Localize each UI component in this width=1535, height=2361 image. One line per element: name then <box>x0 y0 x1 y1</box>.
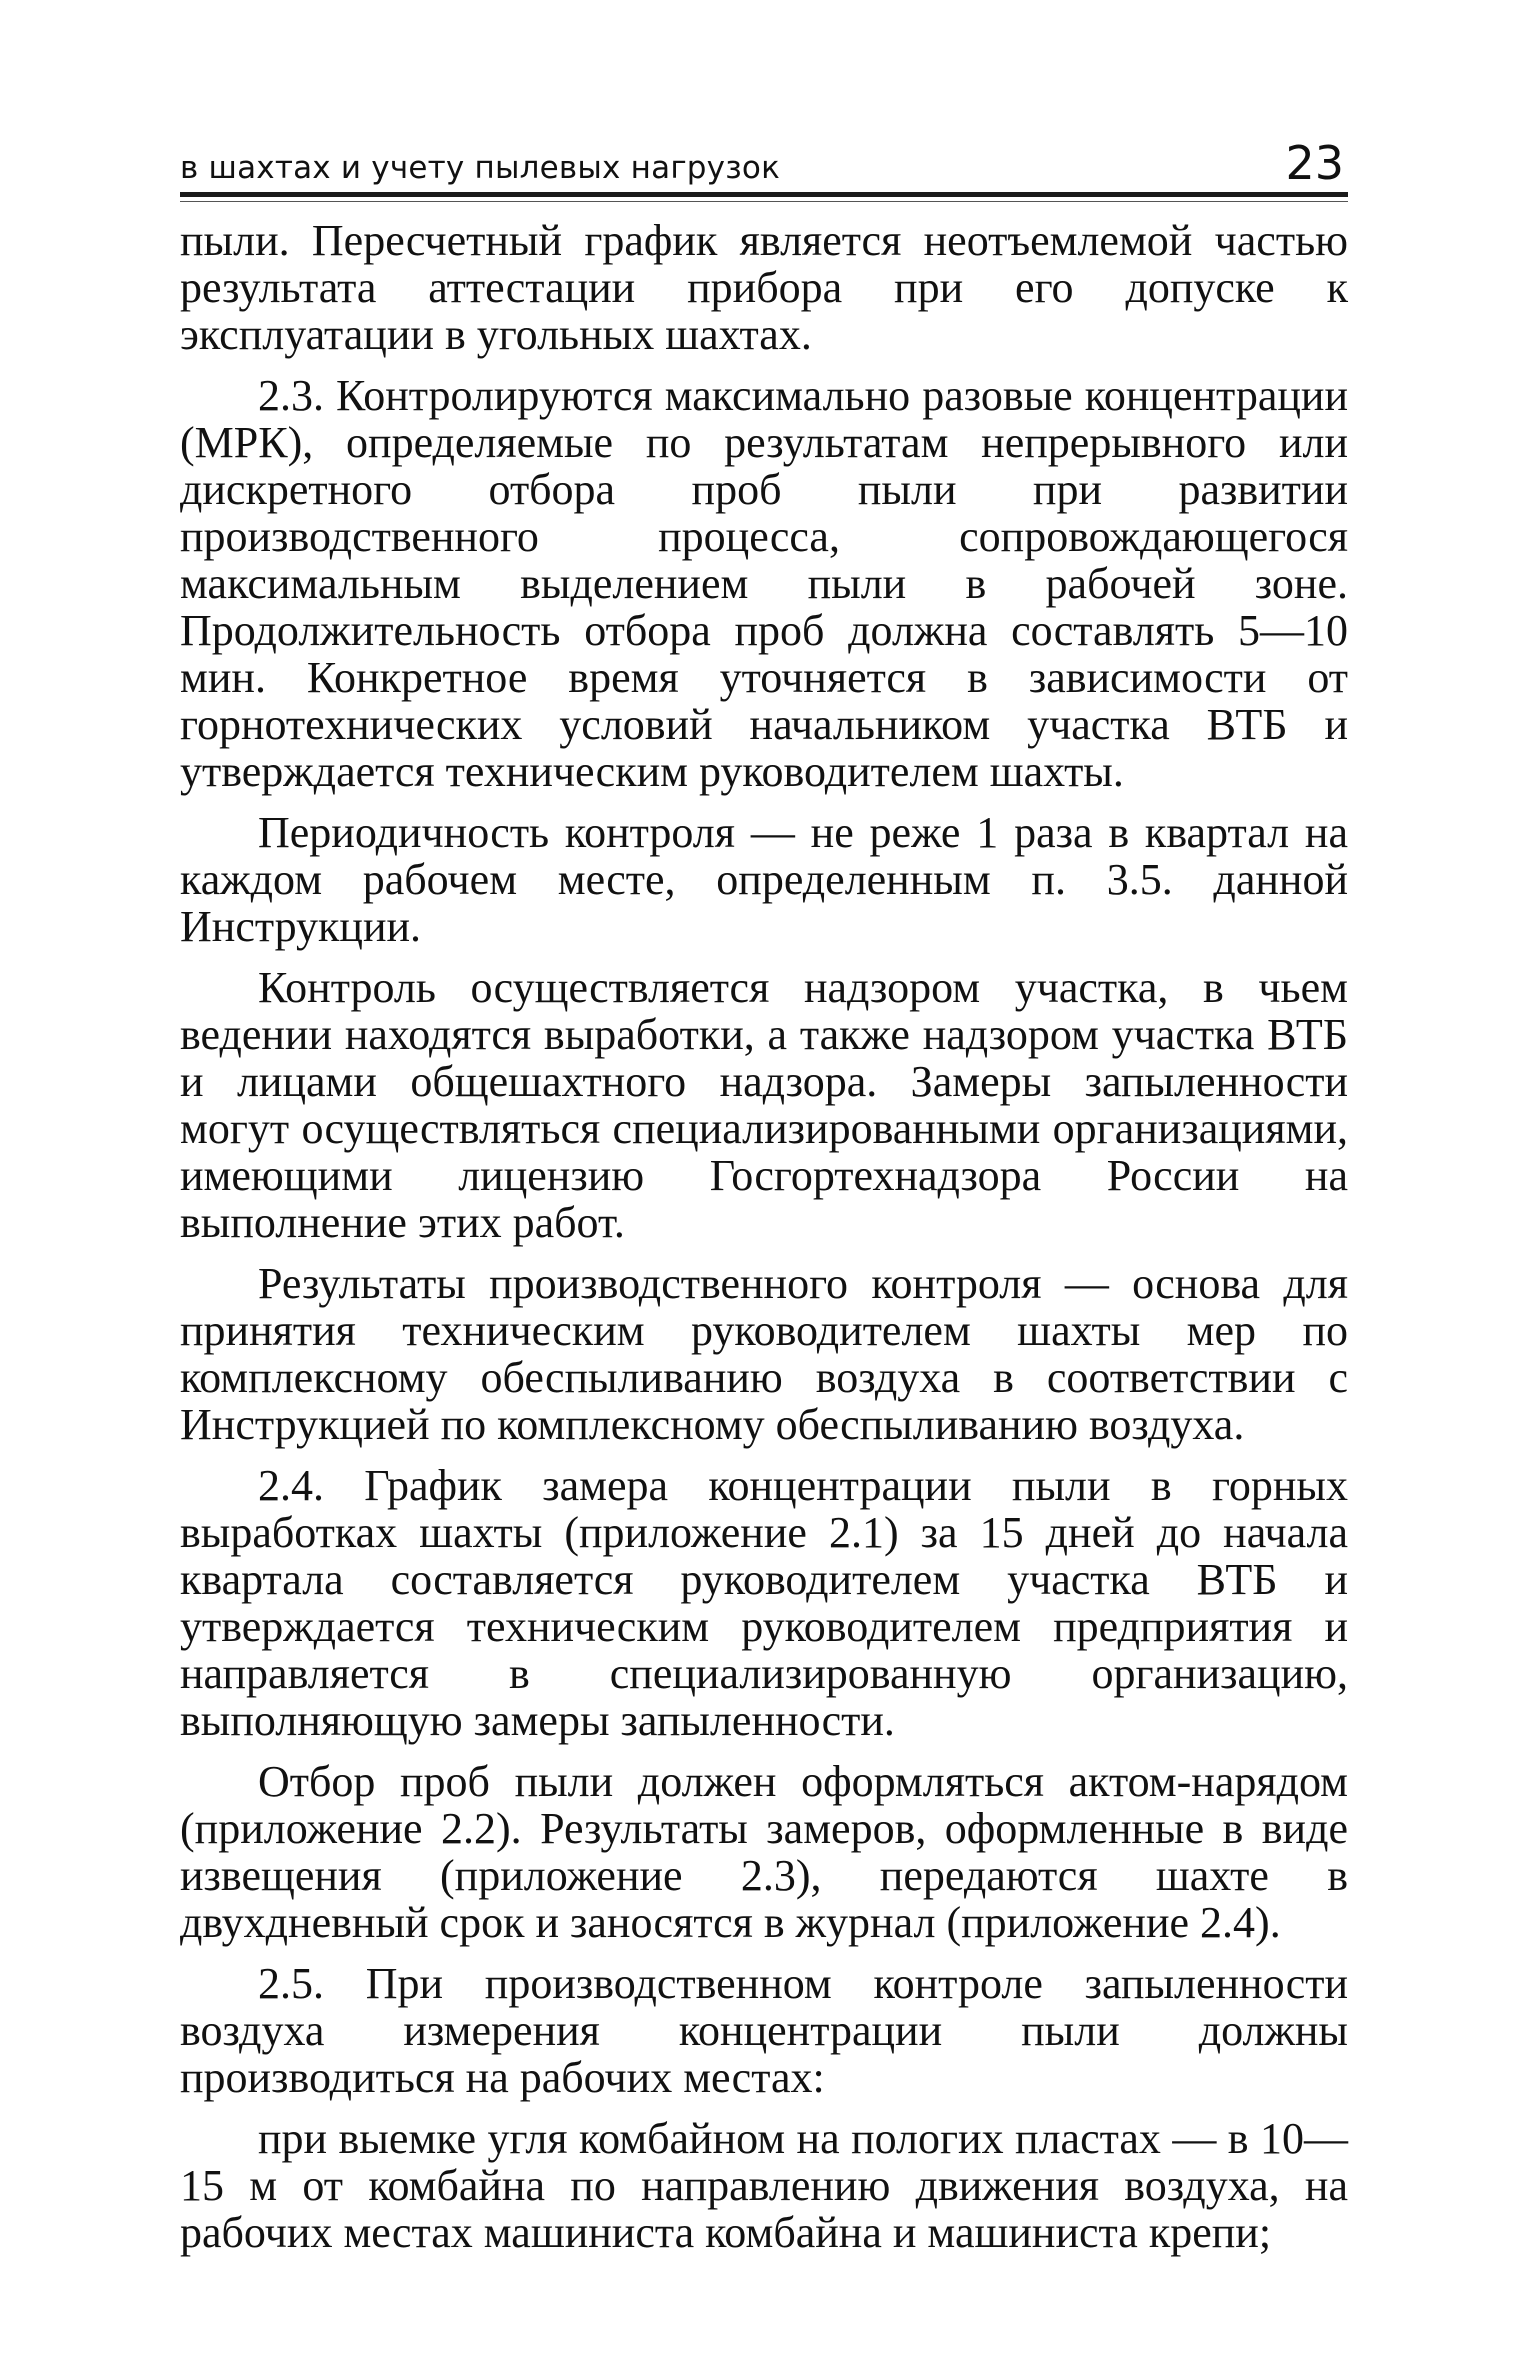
paragraph-control-supervision: Контроль осуществляется надзором участка, в чьем ведении находятся выработки, а также надзором участка ВТБ и лицами общешахтного надзора. Замеры запыленности могут осуществляться специализированными организациями, имеющими лицензию Госгортехнадзора России на выполнение этих работ. <box>180 963 1348 1247</box>
paragraph-control-results: Результаты производственного контроля — основа для принятия техническим руководителем шахты мер по комплексному обеспыливанию воздуха в соответствии с Инструкцией по комплексному обеспыливанию воздуха. <box>180 1259 1348 1449</box>
book-page <box>180 130 1348 2270</box>
paragraph-2-5: 2.5. При производственном контроле запыленности воздуха измерения концентрации пыли должны производиться на рабочих местах: <box>180 1959 1348 2102</box>
paragraph-2-3: 2.3. Контролируются максимально разовые концентрации (МРК), определяемые по результатам непрерывного или дискретного отбора проб пыли при развитии производственного процесса, сопровождающегося максимальным выделением пыли в рабочей зоне. Продолжительность отбора проб должна составлять 5—10 мин. Конкретное время уточняется в зависимости от горнотехнических условий начальником участка ВТБ и утверждается техническим руководителем шахты. <box>180 371 1348 796</box>
running-header <box>180 130 1348 197</box>
paragraph-2-4: 2.4. График замера концентрации пыли в горных выработках шахты (приложение 2.1) за 15 дней до начала квартала составляется руководителем участка ВТБ и утверждается техническим руководителем предприятия и направляется в специализированную организацию, выполняющую замеры запыленности. <box>180 1461 1348 1745</box>
paragraph-periodicity: Периодичность контроля — не реже 1 раза в квартал на каждом рабочем месте, определенным п. 3.5. данной Инструкции. <box>180 808 1348 951</box>
paragraph-continuation: пыли. Пересчетный график является неотъемлемой частью результата аттестации прибора при его допуске к эксплуатации в угольных шахтах. <box>180 216 1348 359</box>
running-title: в шахтах и учету пылевых нагрузок <box>180 150 781 186</box>
body-text <box>180 217 1348 2256</box>
page-number: 23 <box>1285 136 1344 190</box>
paragraph-combine-extraction: при выемке угля комбайном на пологих пластах — в 10—15 м от комбайна по направлению движения воздуха, на рабочих местах машиниста комбайна и машиниста крепи; <box>180 2114 1348 2257</box>
paragraph-sampling-act: Отбор проб пыли должен оформляться актом-нарядом (приложение 2.2). Результаты замеров, оформленные в виде извещения (приложение 2.3), передаются шахте в двухдневный срок и заносятся в журнал (приложение 2.4). <box>180 1757 1348 1947</box>
